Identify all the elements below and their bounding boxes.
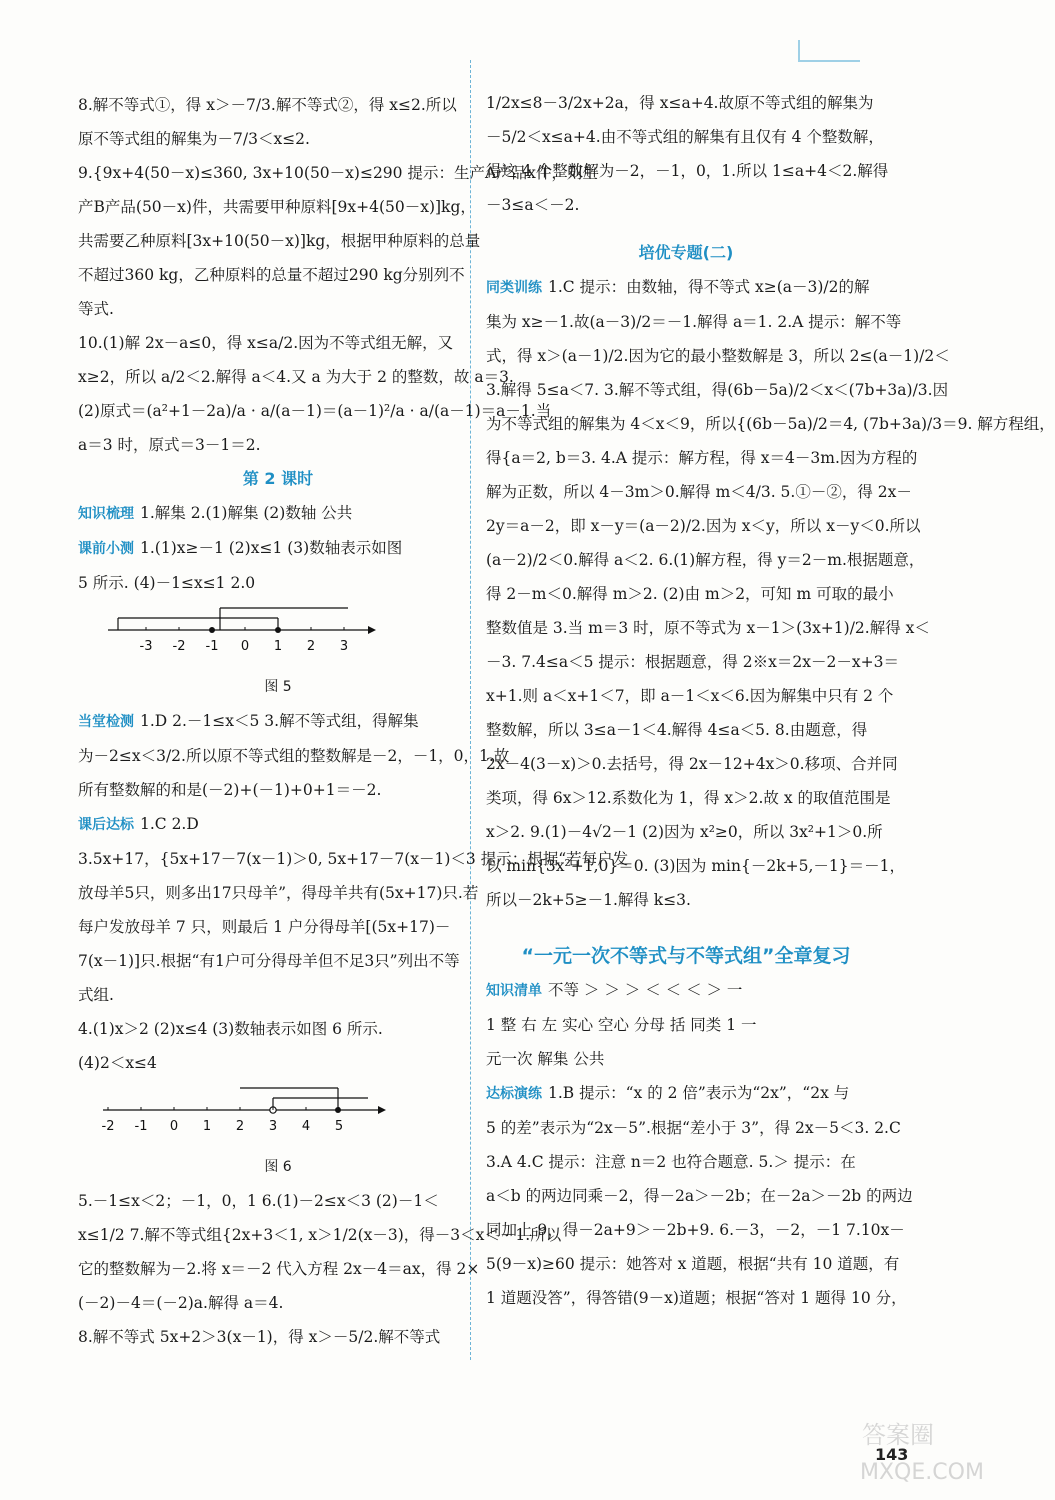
- figure-5: [78, 600, 478, 670]
- zhishi-text: 1.解集 2.(1)解集 (2)数轴 公共: [140, 504, 353, 522]
- tick-label: -2: [101, 1119, 115, 1134]
- section-title: 培优专题(二): [638, 243, 734, 262]
- kqxc-line: [78, 531, 478, 566]
- zhishi-tag: 知识梳理: [78, 506, 134, 522]
- khdb-tag: 课后达标: [78, 817, 134, 833]
- text-line: (4)2＜x≤4: [78, 1054, 157, 1072]
- text-line: 2y＝a－2，即 x－y＝(a－2)/2.因为 x＜y，所以 x－y＜0.所以: [486, 517, 921, 535]
- text-line: 不超过360 kg，乙种原料的总量不超过290 kg分别列不: [78, 266, 465, 284]
- tlxl-tag: 同类训练: [486, 280, 542, 296]
- page-number: 143: [875, 1445, 909, 1464]
- zsqd-line: [486, 973, 886, 1008]
- khdb-line: [78, 807, 478, 842]
- tick-label: -1: [134, 1119, 148, 1134]
- kqxc-tag: 课前小测: [78, 541, 134, 557]
- text-line: (2)原式＝(a²+1－2a)/a · a/(a－1)＝(a－1)²/a · a/(a－1)＝a－1.当: [78, 402, 552, 420]
- text-line: －3≤a＜－2.: [486, 196, 580, 214]
- tlxl-text: 1.C 提示：由数轴，得不等式 x≥(a－3)/2的解: [548, 278, 870, 296]
- text-line: 3.A 4.C 提示：注意 n＝2 也符合题意. 5.＞ 提示：在: [486, 1153, 856, 1171]
- text-line: 得这 4 个整数解为－2，－1，0，1.所以 1≤a+4＜2.解得: [486, 162, 889, 180]
- tick-label: 2: [306, 639, 316, 654]
- text-line: x≥2，所以 a/2＜2.解得 a＜4.又 a 为大于 2 的整数，故 a＝3.: [78, 368, 514, 386]
- chapter-title: “一元一次不等式与不等式组”全章复习: [521, 945, 851, 967]
- text-line: 整数解，所以 3≤a－1＜4.解得 4≤a＜5. 8.由题意，得: [486, 721, 868, 739]
- text-line: 3.5x+17，{5x+17－7(x－1)＞0, 5x+17－7(x－1)＜3 提示：根据“若每户发: [78, 850, 629, 868]
- text-line: 1 道题没答”，得答错(9－x)道题；根据“答对 1 题得 10 分，: [486, 1289, 907, 1307]
- text-line: 共需要乙种原料[3x+10(50－x)]kg，根据甲种原料的总量: [78, 232, 481, 250]
- dtjc-tag: 当堂检测: [78, 714, 134, 730]
- text-line: 每户发放母羊 7 只，则最后 1 户分得母羊[(5x+17)－: [78, 918, 451, 936]
- dbyl-text: 1.B 提示：“x 的 2 倍”表示为“2x”，“2x 与: [548, 1084, 850, 1102]
- dtjc-text: 1.D 2.－1≤x＜5 3.解不等式组，得解集: [140, 712, 419, 730]
- tlxl-line: [486, 270, 886, 305]
- text-line: 5.－1≤x＜2；－1，0，1 6.(1)－2≤x＜3 (2)－1＜: [78, 1192, 439, 1210]
- text-line: 10.(1)解 2x－a≤0，得 x≤a/2.因为不等式组无解，又: [78, 334, 454, 352]
- text-line: 等式.: [78, 300, 114, 318]
- tick-label: 1: [202, 1119, 212, 1134]
- tick-label: 1: [273, 639, 283, 654]
- text-line: a＝3 时，原式＝3－1＝2.: [78, 436, 261, 454]
- text-line: x＞2. 9.(1)－4√2－1 (2)因为 x²≥0，所以 3x²+1＞0.所: [486, 823, 883, 841]
- dbyl-line: [486, 1076, 886, 1111]
- text-line: 解为正数，所以 4－3m＞0.解得 m＜4/3. 5.①－②，得 2x－: [486, 483, 912, 501]
- text-line: 得{a＝2, b＝3. 4.A 提示：解方程，得 x＝4－3m.因为方程的: [486, 449, 918, 467]
- corner-decoration: [798, 40, 860, 62]
- text-line: 式组.: [78, 986, 114, 1004]
- tick-label: 3: [268, 1119, 278, 1134]
- watermark-url: MXQE.COM: [860, 1460, 984, 1485]
- text-line: 9.{9x+4(50－x)≤360, 3x+10(50－x)≤290 提示：生产A产品x件，则生: [78, 164, 598, 182]
- figure-6: [78, 1080, 478, 1150]
- tick-label: 5: [334, 1119, 344, 1134]
- text-line: －3. 7.4≤a＜5 提示：根据题意，得 2※x＝2x－2－x+3＝: [486, 653, 899, 671]
- kqxc-text: 1.(1)x≥－1 (2)x≤1 (3)数轴表示如图: [140, 539, 403, 557]
- zsqd-text: 不等 ＞ ＞ ＞ ＜ ＜ ＜ ＞ 一: [548, 981, 743, 999]
- text-line: 5(9－x)≥60 提示：她答对 x 道题，根据“共有 10 道题，有: [486, 1255, 900, 1273]
- khdb-text: 1.C 2.D: [140, 815, 199, 833]
- number-line-fig5: [78, 600, 378, 670]
- tick-label: -1: [205, 639, 219, 654]
- text-line: 8.解不等式①，得 x＞－7/3.解不等式②，得 x≤2.所以: [78, 96, 457, 114]
- text-line: 5 的差”表示为“2x－5”.根据“差小于 3”，得 2x－5＜3. 2.C: [486, 1119, 901, 1137]
- text-line: 7(x－1)]只.根据“有1户可分得母羊但不足3只”列出不等: [78, 952, 460, 970]
- text-line: a＜b 的两边同乘－2，得－2a＞－2b；在－2a＞－2b 的两边: [486, 1187, 913, 1205]
- text-line: 1/2x≤8－3/2x+2a，得 x≤a+4.故原不等式组的解集为: [486, 94, 874, 112]
- text-line: x+1.则 a＜x+1＜7，即 a－1＜x＜6.因为解集中只有 2 个: [486, 687, 894, 705]
- zhishi-line: [78, 496, 478, 531]
- text-line: 4.(1)x＞2 (2)x≤4 (3)数轴表示如图 6 所示.: [78, 1020, 383, 1038]
- text-line: 集为 x≥－1.故(a－3)/2＝－1.解得 a＝1. 2.A 提示：解不等: [486, 313, 902, 331]
- text-line: 同加上 9，得－2a+9＞－2b+9. 6.－3，－2，－1 7.10x－: [486, 1221, 905, 1239]
- text-line: 为－2≤x＜3/2.所以原不等式组的整数解是－2，－1，0，1.故: [78, 747, 510, 765]
- text-line: 式，得 x＞(a－1)/2.因为它的最小整数解是 3，所以 2≤(a－1)/2＜: [486, 347, 950, 365]
- tick-label: 3: [339, 639, 349, 654]
- text-line: 产B产品(50－x)件，共需要甲种原料[9x+4(50－x)]kg，: [78, 198, 476, 216]
- text-line: 3.解得 5≤a＜7. 3.解不等式组，得(6b－5a)/2＜x＜(7b+3a)/3.因: [486, 381, 949, 399]
- text-line: 放母羊5只，则多出17只母羊”，得母羊共有(5x+17)只.若: [78, 884, 479, 902]
- text-line: (－2)－4＝(－2)a.解得 a＝4.: [78, 1294, 284, 1312]
- figure-caption: 图 6: [264, 1159, 292, 1175]
- text-line: 它的整数解为－2.将 x＝－2 代入方程 2x－4＝ax，得 2×: [78, 1260, 480, 1278]
- number-line-fig6: [78, 1080, 388, 1150]
- text-line: 原不等式组的解集为－7/3＜x≤2.: [78, 130, 310, 148]
- tick-label: 0: [169, 1119, 179, 1134]
- text-line: 类项，得 6x＞12.系数化为 1，得 x＞2.故 x 的取值范围是: [486, 789, 891, 807]
- text-line: 2x－4(3－x)＞0.去括号，得 2x－12+4x＞0.移项、合并同: [486, 755, 898, 773]
- text-line: 8.解不等式 5x+2＞3(x－1)，得 x＞－5/2.解不等式: [78, 1328, 441, 1346]
- zsqd-tag: 知识清单: [486, 983, 542, 999]
- section-title: 第 2 课时: [242, 469, 314, 488]
- text-line: 整数值是 3.当 m＝3 时，原不等式为 x－1＞(3x+1)/2.解得 x＜: [486, 619, 930, 637]
- tick-label: -2: [172, 639, 186, 654]
- text-line: 1 整 右 左 实心 空心 分母 括 同类 1 一: [486, 1016, 757, 1034]
- watermark-logo: 答案圈: [862, 1421, 934, 1449]
- figure-caption: 图 5: [264, 679, 292, 695]
- text-line: 5 所示. (4)－1≤x≤1 2.0: [78, 574, 256, 592]
- text-line: 所以－2k+5≥－1.解得 k≤3.: [486, 891, 691, 909]
- right-column: [486, 86, 1055, 1315]
- text-line: (a－2)/2＜0.解得 a＜2. 6.(1)解方程，得 y＝2－m.根据题意，: [486, 551, 925, 569]
- text-line: 为不等式组的解集为 4＜x＜9，所以{(6b－5a)/2＝4, (7b+3a)/3＝9. 解方程组，: [486, 415, 1055, 433]
- text-line: x≤1/2 7.解不等式组{2x+3＜1, x＞1/2(x－3)，得－3＜x＜－1.所以: [78, 1226, 562, 1244]
- tick-label: 2: [235, 1119, 245, 1134]
- text-line: 所有整数解的和是(－2)+(－1)+0+1＝－2.: [78, 781, 382, 799]
- dtjc-line: [78, 704, 478, 739]
- text-line: 得 2－m＜0.解得 m＞2. (2)由 m＞2，可知 m 可取的最小: [486, 585, 894, 603]
- tick-label: 0: [240, 639, 250, 654]
- text-line: －5/2＜x≤a+4.由不等式组的解集有且仅有 4 个整数解，: [486, 128, 884, 146]
- tick-label: -3: [139, 639, 153, 654]
- text-line: 元一次 解集 公共: [486, 1050, 605, 1068]
- tick-label: 4: [301, 1119, 311, 1134]
- dbyl-tag: 达标演练: [486, 1086, 542, 1102]
- text-line: 以 min{3x²+1,0}＝0. (3)因为 min{－2k+5,－1}＝－1，: [486, 857, 905, 875]
